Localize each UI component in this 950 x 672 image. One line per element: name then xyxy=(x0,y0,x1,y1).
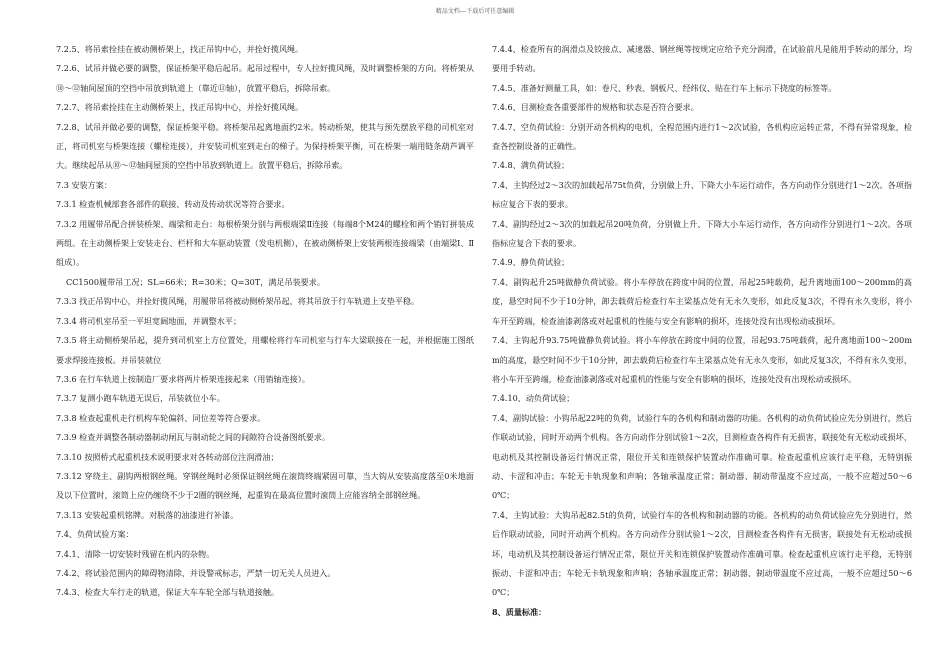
paragraph: 7.4.3、检查大车行走的轨道，保证大车车轮全部与轨道接触。 xyxy=(56,587,279,598)
paragraph: 7.3.10 按照桥式起重机技术说明要求对各转动部位注润滑油； xyxy=(56,451,279,462)
paragraph: CC1500履带吊工况；SL=66米；R=30米；Q=30T，满足吊装要求。 xyxy=(66,276,325,287)
paragraph: 7.4.9、静负荷试验； xyxy=(492,257,570,268)
paragraph: 7.3.13 安装起重机铭牌。对脱落的油漆进行补漆。 xyxy=(56,509,239,520)
paragraph: 7.3.3 找正吊钩中心，并拴好揽风绳，用履带吊将被动侧桥架吊起，将其吊放于行车轨道上支垫平稳。 xyxy=(56,296,420,307)
paragraph: 7.4.4、检查所有的润滑点及铰接点、减速器、钢丝绳等按规定应给予充分润滑，在试验前凡是能用手转动的部分，均要用手转动。 xyxy=(492,44,912,74)
paragraph: 7.3.8 检查起重机走行机构车轮偏斜、同位差等符合要求。 xyxy=(56,412,266,423)
paragraph: 7.4.2、将试验范围内的障碍物清除，并设警戒标志，严禁一切无关人员进入。 xyxy=(56,567,336,578)
paragraph: 7.3.12 穿绕主、副钩两根钢丝绳。穿钢丝绳时必须保证钢丝绳在滚筒终端紧固可靠，当大钩从安装高度落至0米地面及以下位置时，滚筒上应仍缠绕不少于2圈的钢丝绳，起重钩在最高位置时滚筒上应能容纳全部钢丝绳。 xyxy=(56,470,474,501)
paragraph: 7.3.6 在行车轨道上按制造厂要求将两片桥架连接起来（用销轴连接）。 xyxy=(56,373,310,384)
paragraph: 7.2.6、试吊并做必要的调整，保证桥架平稳后起吊。起吊过程中，专人拉好揽风绳，及时调整桥架的方向。将桥架从⑩～⑫轴间屋顶的空挡中吊放到轨道上（靠近⑪轴），放置平稳后，拆除吊索。 xyxy=(56,63,474,93)
paragraph: 7.4、副钩起升25吨做静负荷试验。将小车停放在跨度中间的位置，吊起25吨载荷，起升离地面100～200mm的高度，悬空时间不少于10分钟，卸去载荷后检查行车主梁基点处有无永久变形，如此反复3次，不得有永久变形，将小车开至跨端，检查油漆剥落或对起重机的性能与安全有影响的损坏，连接处没有出现松动或损坏。 xyxy=(492,276,912,326)
paragraph: 7.2.5、将吊索拴挂在被动侧桥架上，找正吊钩中心，并拴好揽风绳。 xyxy=(56,44,304,54)
paragraph: 7.4.6、目测检查各重要部件的规格和状态是否符合要求。 xyxy=(492,102,699,113)
paragraph: 7.3 安装方案： xyxy=(56,179,112,190)
right-column xyxy=(492,40,912,622)
paragraph: 7.3.2 用履带吊配合拼装桥架、端梁和走台：每根桥架分别与两根端梁Ⅱ连接（每端8个M24的螺栓和两个销钉拼装成两组。在主动侧桥架上安装走台、栏杆和大车驱动装置（发电机侧），在被动侧桥架上安装两根连接端梁（由端梁Ⅰ、Ⅱ组成）。 xyxy=(56,218,474,268)
paragraph: 7.4、主钩试验：大钩吊起82.5t的负荷，试验行车的各机构和制动器的功能。各机构的动负荷试验应先分别进行，然后作联动试验，同时开动两个机构。各方向动作分别试验1～2次，目测检查各构件有无损害，联接处有无松动或损坏，电动机及其控制设备运行情况正常，限位开关和连锁保护装置动作准确可靠。检查起重机应该行走平稳，无特别振动、卡涩和冲击；车轮无卡轨现象和声响；各轴承温度正常；制动器、制动带温度不应过高，一般不应超过50～60℃； xyxy=(492,509,912,598)
paragraph: 8、质量标准： xyxy=(492,606,547,617)
paragraph: 7.2.7、将吊索拴挂在主动侧桥架上，找正吊钩中心，并拴好揽风绳。 xyxy=(56,102,304,113)
paragraph: 7.4.1、清除一切安装时残留在机内的杂物。 xyxy=(56,548,215,559)
paragraph: 7.4、副钩试验：小钩吊起22吨的负荷，试验行车的各机构和制动器的功能。各机构的动负荷试验应先分别进行，然后作联动试验，同时开动两个机构。各方向动作分别试验1～2次，目测检查各构件有无损害，联接处有无松动或损坏，电动机及其控制设备运行情况正常，限位开关和连锁保护装置动作准确可靠。检查起重机应该行走平稳，无特别振动、卡涩和冲击；车轮无卡轨现象和声响；各轴承温度正常；制动器、制动带温度不应过高，一般不应超过50～60℃； xyxy=(492,412,912,501)
paragraph: 7.3.5 将主动侧桥架吊起，提升到司机室上方位置处，用螺栓将行车司机室与行车大梁联接在一起，并根据施工图纸要求焊接连接板。并吊装就位 xyxy=(56,335,474,365)
paragraph: 7.4.5、准备好测量工具，如：卷尺、秒表、钢板尺、经纬仪、贴在行车上标示下挠度的标签等。 xyxy=(492,82,837,93)
paragraph: 7.4.8、满负荷试验； xyxy=(492,160,570,171)
paragraph: 7.3.9 检查并调整各制动器制动闸瓦与制动轮之间的间隙符合设备图纸要求。 xyxy=(56,432,331,443)
paragraph: 7.4、主钩经过2～3次的加载起吊75t负荷，分别做上升、下降大小车运行动作，各方向动作分别进行1～2次。各项指标应复合下表的要求。 xyxy=(492,179,912,210)
left-column xyxy=(56,40,474,603)
paragraph: 7.3.4 将司机室吊至一平坦宽阔地面，并调整水平； xyxy=(56,315,242,326)
paragraph: 7.4.7、空负荷试验：分别开动各机构的电机，全程范围内进行1～2次试验，各机构应运转正常，不得有异常现象，检查各控制设备的正确性。 xyxy=(492,121,912,152)
paragraph: 7.4、负荷试验方案： xyxy=(56,529,134,540)
paragraph: 7.3.7 复测小跑车轨道无误后，吊装就位小车。 xyxy=(56,393,225,404)
paragraph: 7.4.10、动负荷试验； xyxy=(492,393,575,404)
paragraph: 7.4、副钩经过2～3次的加载起吊20吨负荷，分别做上升、下降大小车运行动作，各方向动作分别进行1～2次。各项指标应复合下表的要求。 xyxy=(492,218,912,249)
paragraph: 7.3.1 检查机械部套各部件的联接、转动及传动状况等符合要求。 xyxy=(56,199,290,210)
paragraph: 7.2.8、试吊并做必要的调整，保证桥架平稳。将桥架吊起离地面约2米。转动桥架，使其与预先摆放平稳的司机室对正，将司机室与桥架连接（螺栓连接），并安装司机室到走台的梯子。为保持桥架平衡，可在桥架一端用链条葫芦调平大。继续起吊从⑩～⑫轴间屋顶的空挡中吊放到轨道上。放置平稳后，拆除吊索。 xyxy=(56,121,474,171)
paragraph: 7.4、主钩起升93.75吨做静负荷试验。将小车停放在跨度中间的位置，吊起93.75吨载荷，起升离地面100～200mm的高度，悬空时间不少于10分钟，卸去载荷后检查行车主梁基点处有无永久变形，如此反复3次，不得有永久变形，将小车开至跨端，检查油漆剥落或对起重机的性能与安全有影响的损坏，连接处没有出现松动或损坏。 xyxy=(492,335,912,384)
page-header: 精品文档---下载后可任意编辑 xyxy=(435,8,515,15)
